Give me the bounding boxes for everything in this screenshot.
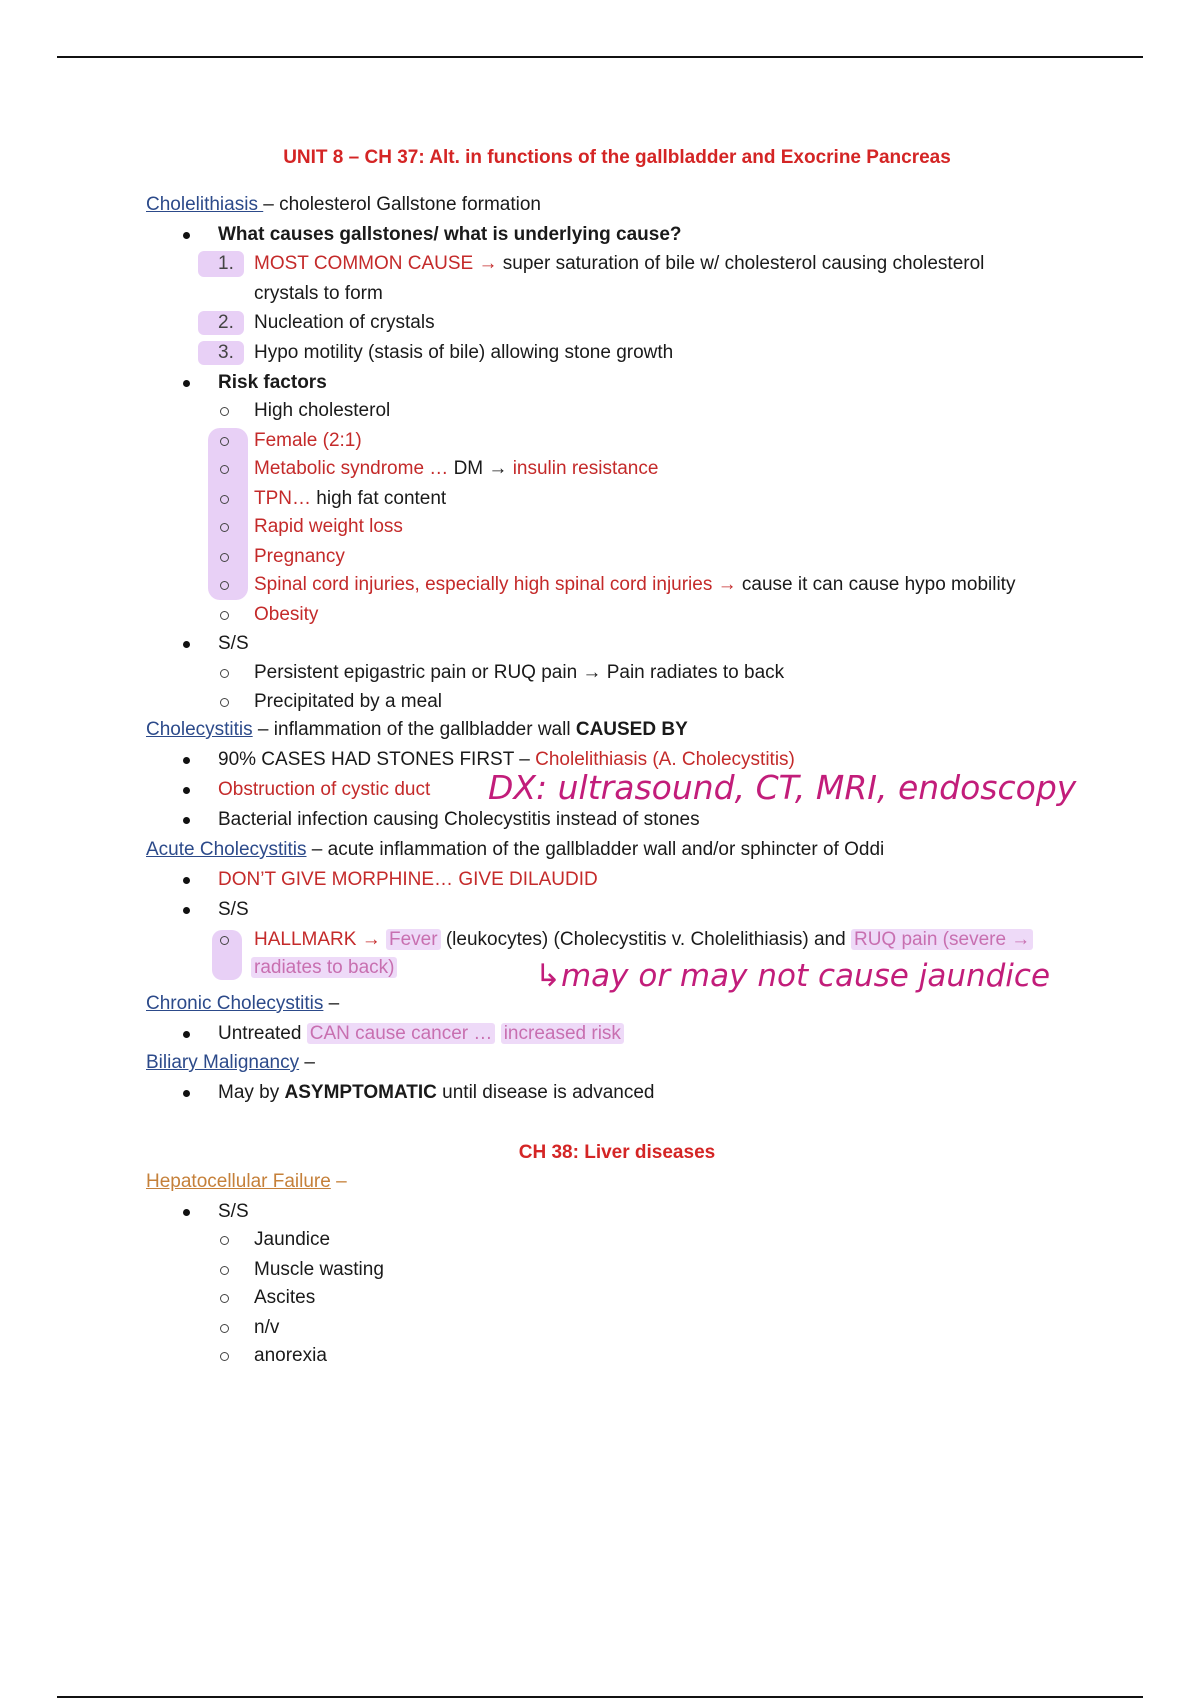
biliary-term: Biliary Malignancy [146, 1052, 300, 1073]
acute-morphine: DON’T GIVE MORPHINE… GIVE DILAUDID [218, 869, 598, 890]
bullet [183, 380, 190, 387]
cholecystitis-def: – inflammation of the gallbladder wall [252, 719, 576, 740]
handwritten-dx-note: DX: ultrasound, CT, MRI, endoscopy [488, 768, 1077, 807]
circle-bullet [220, 581, 229, 590]
causes-question: What causes gallstones/ what is underlying cause? [218, 224, 682, 245]
ss-2: Precipitated by a meal [254, 691, 442, 712]
risk-4-a: TPN… [254, 488, 311, 509]
biliary-def: – [299, 1052, 315, 1073]
hallmark-label: HALLMARK → [254, 929, 381, 950]
acute-heading [146, 838, 884, 862]
chronic-def: – [323, 993, 340, 1014]
bullet [183, 817, 190, 824]
top-rule [57, 56, 1143, 58]
number: 1. [218, 253, 234, 274]
circle-bullet [220, 407, 229, 416]
bullet [183, 757, 190, 764]
cholelithiasis-def: – cholesterol Gallstone formation [263, 194, 541, 215]
circle-bullet [220, 437, 229, 446]
highlight-mark [208, 428, 248, 600]
acute-hallmark [254, 928, 1033, 952]
risk-2: Female (2:1) [254, 430, 362, 451]
cholelithiasis-heading [146, 193, 541, 217]
circle-bullet [220, 611, 229, 620]
ch38-title: CH 38: Liver diseases [518, 1142, 716, 1163]
bullet [183, 232, 190, 239]
bullet [183, 641, 190, 648]
ruq-pain: RUQ pain (severe → [851, 929, 1033, 950]
ss-label: S/S [218, 633, 249, 654]
risk-3-a: Metabolic syndrome … [254, 458, 449, 479]
risk-1: High cholesterol [254, 400, 391, 421]
unit-title: UNIT 8 – CH 37: Alt. in functions of the gallbladder and Exocrine Pancreas [283, 147, 951, 168]
acute-ss-label: S/S [218, 899, 249, 920]
cause-1-a: 90% CASES HAD STONES FIRST – [218, 749, 536, 770]
cholecystitis-term: Cholecystitis [146, 719, 253, 740]
circle-bullet [220, 1352, 229, 1361]
risk-3-c: insulin resistance [512, 458, 659, 479]
circle-bullet [220, 465, 229, 474]
acute-term: Acute Cholecystitis [146, 839, 307, 860]
hepatocellular-def: – [330, 1171, 347, 1192]
cause-1-text: super saturation of bile w/ cholesterol causing cholesterol [497, 253, 985, 274]
circle-bullet [220, 1236, 229, 1245]
bullet [183, 1031, 190, 1038]
circle-bullet [220, 669, 229, 678]
chronic-heading [146, 992, 339, 1016]
biliary-asymptomatic [218, 1081, 654, 1105]
risk-5: Rapid weight loss [254, 516, 403, 537]
hepatocellular-term: Hepatocellular Failure [146, 1171, 331, 1192]
hallmark-text: (leukocytes) (Cholecystitis v. Cholelithiasis) and [440, 929, 851, 950]
circle-bullet [220, 1294, 229, 1303]
caused-by: CAUSED BY [575, 719, 688, 740]
liver-symptom: n/v [254, 1317, 280, 1338]
cause-3: Hypo motility (stasis of bile) allowing stone growth [254, 342, 674, 363]
circle-bullet [220, 698, 229, 707]
chronic-term: Chronic Cholecystitis [146, 993, 324, 1014]
liver-symptom: Ascites [254, 1287, 316, 1308]
handwritten-jaundice-note: ↳may or may not cause jaundice [535, 958, 1051, 994]
cause-1-cont: crystals to form [254, 283, 383, 304]
circle-bullet [220, 495, 229, 504]
circle-bullet [220, 523, 229, 532]
cause-2: Nucleation of crystals [254, 312, 435, 333]
cause-1-label: MOST COMMON CAUSE → [254, 253, 498, 274]
cause-1-b: Cholelithiasis (A. Cholecystitis) [535, 749, 795, 770]
until-advanced: until disease is advanced [436, 1082, 655, 1103]
number: 3. [218, 342, 234, 363]
asymptomatic: ASYMPTOMATIC [284, 1082, 437, 1103]
risk-3-b: DM → [448, 458, 513, 479]
increased-risk: increased risk [501, 1023, 624, 1044]
risk-7-b: cause it can cause hypo mobility [736, 574, 1016, 595]
cholecystitis-heading [146, 718, 688, 742]
bullet [183, 787, 190, 794]
cause-1 [254, 252, 984, 276]
circle-bullet [220, 936, 229, 945]
risk-7-a: Spinal cord injuries, especially high spinal cord injuries → [254, 574, 737, 595]
cholelithiasis-term: Cholelithiasis [146, 194, 264, 215]
liver-symptom: Jaundice [254, 1229, 331, 1250]
risk-factors-label: Risk factors [218, 372, 327, 393]
bullet [183, 907, 190, 914]
liver-symptom: anorexia [254, 1345, 327, 1366]
risk-7 [254, 573, 1015, 597]
acute-def: – acute inflammation of the gallbladder wall and/or sphincter of Oddi [306, 839, 885, 860]
untreated: Untreated [218, 1023, 307, 1044]
risk-8: Obesity [254, 604, 319, 625]
may-by: May by [218, 1082, 285, 1103]
circle-bullet [220, 1266, 229, 1275]
risk-4 [254, 487, 446, 511]
ss-1: Persistent epigastric pain or RUQ pain → Pain radiates to back [254, 662, 785, 683]
bullet [183, 877, 190, 884]
risk-4-b: high fat content [311, 488, 447, 509]
bullet [183, 1209, 190, 1216]
bullet [183, 1090, 190, 1097]
circle-bullet [220, 1324, 229, 1333]
radiates-to-back: radiates to back) [251, 957, 397, 978]
can-cause-cancer: CAN cause cancer … [307, 1023, 496, 1044]
hepatocellular-heading [146, 1170, 347, 1194]
liver-symptom: Muscle wasting [254, 1259, 384, 1280]
risk-6: Pregnancy [254, 546, 345, 567]
chronic-untreated [218, 1022, 624, 1046]
fever: Fever [386, 929, 441, 950]
cholecystitis-cause-3: Bacterial infection causing Cholecystitis instead of stones [218, 809, 700, 830]
bottom-rule [57, 1696, 1143, 1698]
liver-ss-label: S/S [218, 1201, 249, 1222]
acute-hallmark-cont [251, 956, 397, 980]
biliary-heading [146, 1051, 315, 1075]
number: 2. [218, 312, 234, 333]
circle-bullet [220, 553, 229, 562]
risk-3 [254, 457, 658, 481]
cholecystitis-cause-2: Obstruction of cystic duct [218, 779, 431, 800]
